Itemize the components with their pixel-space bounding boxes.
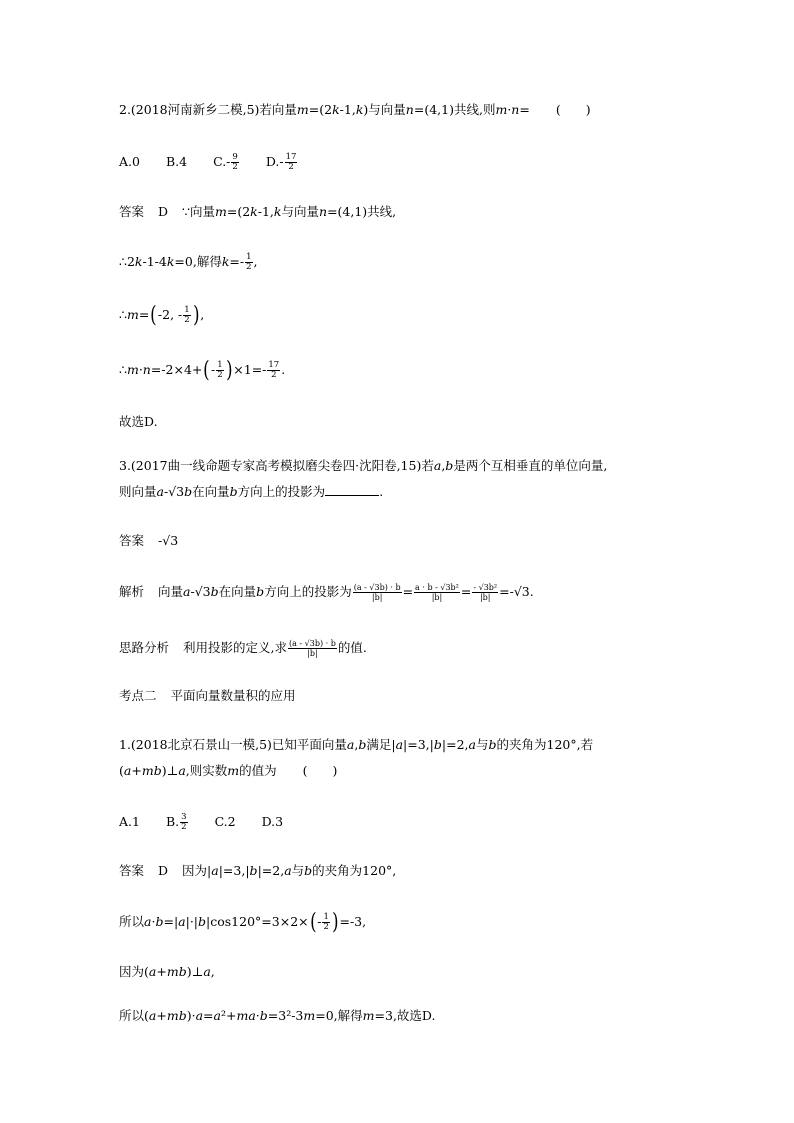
answer-label: 答案 <box>119 533 145 548</box>
q1-step1: 所以a·b=|a|·|b|cos120°=3×2×(- $\frac{1}{2}$ )=-3, <box>119 909 367 935</box>
answer-label: 答案 <box>119 204 145 219</box>
answer-bracket: ( ) <box>302 763 338 778</box>
q2-stem-text: )与向量 <box>363 102 406 117</box>
option-c: C.2 <box>214 814 236 829</box>
analysis-label: 解析 <box>119 584 145 599</box>
var-m: m <box>495 102 508 117</box>
q2-conclusion: 故选D. <box>119 414 158 429</box>
answer-bracket: ( ) <box>555 102 591 117</box>
q1-step3: 所以(a+mb)·a=a²+ma·b=3²-3m=0,解得m=3,故选D. <box>119 1008 436 1023</box>
q2-answer: 答案 D ∵向量m=(2k-1,k与向量n=(4,1)共线, <box>119 204 397 219</box>
var-n: n <box>405 102 414 117</box>
q1-stem: 1.(2018北京石景山一模,5)已知平面向量a,b满足|a|=3,|b|=2,a与b的夹角为120°,若 <box>119 737 594 752</box>
option-c: C.- $\frac{9}{2}$ <box>213 152 238 172</box>
option-a: A.0 <box>119 154 140 169</box>
option-b: B.4 <box>165 154 188 169</box>
option-a: A.1 <box>119 814 140 829</box>
var-m: m <box>296 102 309 117</box>
fill-in-blank <box>325 483 379 496</box>
q3-answer <box>119 531 178 551</box>
var-n: n <box>511 102 520 117</box>
q2-step2: ∴m=(-2, - $\frac{1}{2}$ ), <box>119 302 205 328</box>
option-d: D.- $\frac{17}{2}$ <box>265 152 297 172</box>
q1-step2: 因为(a+mb)⊥a, <box>119 964 215 979</box>
q3-analysis: 解析 向量a-√3b在向量b方向上的投影为 $\frac{(a - √3b) \cdot b}{|b|}$ = $\frac{\text{a · b - √3b²}}{|b|}$ = $\frac{\text{- √3b²}}{|b|}$ =-√3. <box>119 583 534 602</box>
q2-stem-prefix: 2.(2018河南新乡二模,5)若向量 <box>119 102 297 117</box>
equals: = <box>519 102 530 117</box>
var-k: k <box>332 102 340 117</box>
q1-answer: 答案 D 因为|a|=3,|b|=2,a与b的夹角为120°, <box>119 863 397 878</box>
section-title: 平面向量数量积的应用 <box>170 688 296 703</box>
answer-choice: D <box>158 204 169 219</box>
q2-step1: ∴2k-1-4k=0,解得k=- $\frac{1}{2}$ , <box>119 252 258 272</box>
q2-options <box>119 152 298 172</box>
section-label: 考点二 <box>119 688 157 703</box>
q3-idea: 思路分析 利用投影的定义,求 $\frac{(a - √3b) \cdot b}{|b|}$ 的值. <box>119 639 367 658</box>
q2-stem <box>119 100 591 120</box>
q2-stem-text: =(4,1)共线,则 <box>413 102 496 117</box>
q3-stem: 3.(2017曲一线命题专家高考模拟磨尖卷四·沈阳卷,15)若a,b是两个互相垂直的单位向量, <box>119 458 608 473</box>
q2-step3: ∴m·n=-2×4+(- $\frac{1}{2}$ )×1=- $\frac{17}{2}$ . <box>119 357 286 383</box>
dot-operator: · <box>507 102 512 117</box>
option-d: D.3 <box>261 814 284 829</box>
q2-stem-text: =(2 <box>308 102 333 117</box>
section-heading <box>119 686 296 706</box>
var-k: k <box>355 102 364 117</box>
q1-stem-line2: (a+mb)⊥a,则实数m的值为 ( ) <box>119 763 338 778</box>
q1-options <box>119 812 283 832</box>
q3-stem-line2: 则向量a-√3b在向量b方向上的投影为 . <box>119 484 384 499</box>
idea-label: 思路分析 <box>119 640 170 655</box>
sqrt-3: √3 <box>168 484 185 499</box>
option-b: B. $\frac{3}{2}$ <box>165 812 187 832</box>
answer-value: -√3 <box>158 533 179 548</box>
answer-choice: D <box>158 863 169 878</box>
answer-label: 答案 <box>119 863 145 878</box>
q2-stem-text: -1, <box>339 102 356 117</box>
